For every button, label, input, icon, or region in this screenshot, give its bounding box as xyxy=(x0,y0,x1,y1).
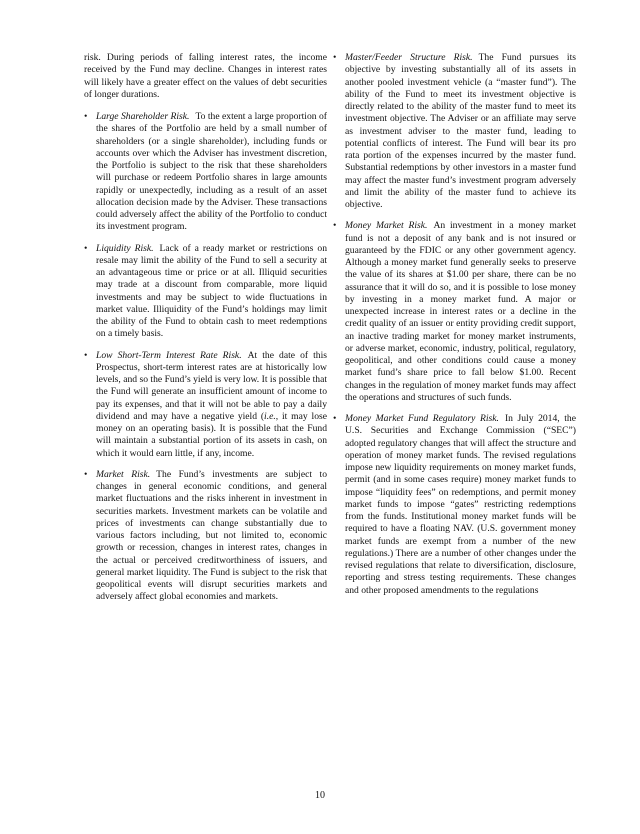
risk-item-large-shareholder xyxy=(84,111,327,234)
bullet-icon: • xyxy=(84,349,88,361)
risk-title: Money Market Risk. xyxy=(345,220,428,232)
risk-text: Lack of a ready market or restrictions on resale may limit the ability of the Fund to sell a security at an advantageous time or price or at all. Illiquid securities may trade at a discount from comparable, more liquid investments and may be subject to wide fluctuations in market value. Illiquidity of the Fund’s holdings may limit the ability of the Fund to obtain cash to meet redemptions on a timely basis. xyxy=(96,242,327,340)
risk-text: To the extent a large proportion of the shares of the Portfolio are held by a small number of shareholders (or a single shareholder), including funds or accounts over which the Adviser has investment discretion, the Portfolio is subject to the risk that these shareholders will purchase or redeem Portfolio shares in large amounts rapidly or unexpectedly, including as a result of an asset allocation decision made by the Adviser. These transactions could adversely affect the ability of the Portfolio to conduct its investment program. xyxy=(96,111,327,233)
risk-text-after: , it may lose money on an operating basis). It is possible that the Fund will maintain a substantial portion of its assets in cash, on which it would earn little, if any, income. xyxy=(96,410,327,459)
left-column xyxy=(84,52,327,613)
risk-item-money-market-regulatory xyxy=(333,413,576,597)
right-column xyxy=(333,52,576,606)
risk-title: Money Market Fund Regulatory Risk. xyxy=(345,413,499,424)
continued-paragraph: risk. During periods of falling interest rates, the income received by the Fund may decline. Changes in interest rates will likely have a greater effect on the values of debt securities of longer durations. xyxy=(84,52,327,100)
risk-item-low-short-term-rate xyxy=(84,350,327,460)
risk-item-money-market xyxy=(333,220,576,404)
risk-title: Liquidity Risk. xyxy=(96,242,154,254)
bullet-icon: • xyxy=(333,413,337,424)
risk-text: An investment in a money market fund is not a deposit of any bank and is not insured or guaranteed by the FDIC or any other government agency. Although a money market fund generally seeks to preserve the value of its shares at $1.00 per share, there can be no assurance that it will do so, and it is possible to lose money by investing in a money market fund. A major or unexpected increase in interest rates or a decline in the credit quality of an issuer or entity providing credit support, an inactive trading market for money market instruments, or adverse market, economic, industry, political, regulatory, geopolitical, and other conditions could cause a money market fund’s share price to fall below $1.00. Recent changes in the regulation of money market funds may affect the operations and structures of such funds. xyxy=(345,220,576,403)
page-number: 10 xyxy=(315,790,325,801)
bullet-icon: • xyxy=(84,468,88,480)
risk-text-before: At the date of this Prospectus, short-term interest rates are at historically low levels, and so the Fund’s yield is very low. It is possible that the Fund will generate an insufficient amount of income to pay its expenses, and that it will not be able to pay a daily dividend and may have a negative yield ( xyxy=(96,349,327,422)
risk-text: The Fund pursues its objective by investing substantially all of its assets in another pooled investment vehicle (a “master fund”). The ability of the Fund to meet its investment objective is directly related to the ability of the master fund to meet its investment objective. The Adviser or an affiliate may serve as investment adviser to the master fund, leading to potential conflicts of interest. The Fund will bear its pro rata portion of the expenses incurred by the master fund. Substantial redemptions by other investors in a master fund may affect the master fund’s investment program adversely and limit the ability of the master fund to achieve its objective. xyxy=(345,52,576,210)
risk-title: Market Risk. xyxy=(96,468,151,480)
bullet-icon: • xyxy=(84,111,88,122)
bullet-icon: • xyxy=(333,220,337,232)
risk-title: Master/Feeder Structure Risk. xyxy=(345,52,473,63)
risk-title: Low Short-Term Interest Rate Risk. xyxy=(96,349,242,361)
bullet-icon: • xyxy=(84,242,88,254)
risk-text: The Fund’s investments are subject to changes in general economic conditions, and general market fluctuations and the risks inherent in investment in securities markets. Investment markets can be volatile and prices of investments can change substantially due to various factors including, but not limited to, economic growth or recession, changes in interest rates, changes in the actual or perceived creditworthiness of issuers, and general market liquidity. The Fund is subject to the risk that geopolitical events will disrupt securities markets and adversely affect global economies and markets. xyxy=(96,468,327,603)
risk-text: In July 2014, the U.S. Securities and Exchange Commission (“SEC”) adopted regulatory changes that will affect the structure and operation of money market funds. The revised regulations impose new liquidity requirements on money market funds, permit (and in some cases require) money market funds to impose “liquidity fees” on redemptions, and permit money market funds to impose “gates” restricting redemptions from the funds. Institutional money market funds will be required to have a floating NAV. (U.S. government money market funds are exempt from a number of the new regulations.) There are a number of other changes under the revised regulations that relate to diversification, disclosure, reporting and stress testing requirements. These changes and other proposed amendments to the regulations xyxy=(345,413,576,596)
risk-item-market xyxy=(84,469,327,604)
bullet-icon: • xyxy=(333,52,337,63)
risk-text-italic: i.e. xyxy=(264,410,276,422)
risk-title: Large Shareholder Risk. xyxy=(96,111,190,122)
risk-item-master-feeder xyxy=(333,52,576,211)
risk-item-liquidity xyxy=(84,243,327,341)
